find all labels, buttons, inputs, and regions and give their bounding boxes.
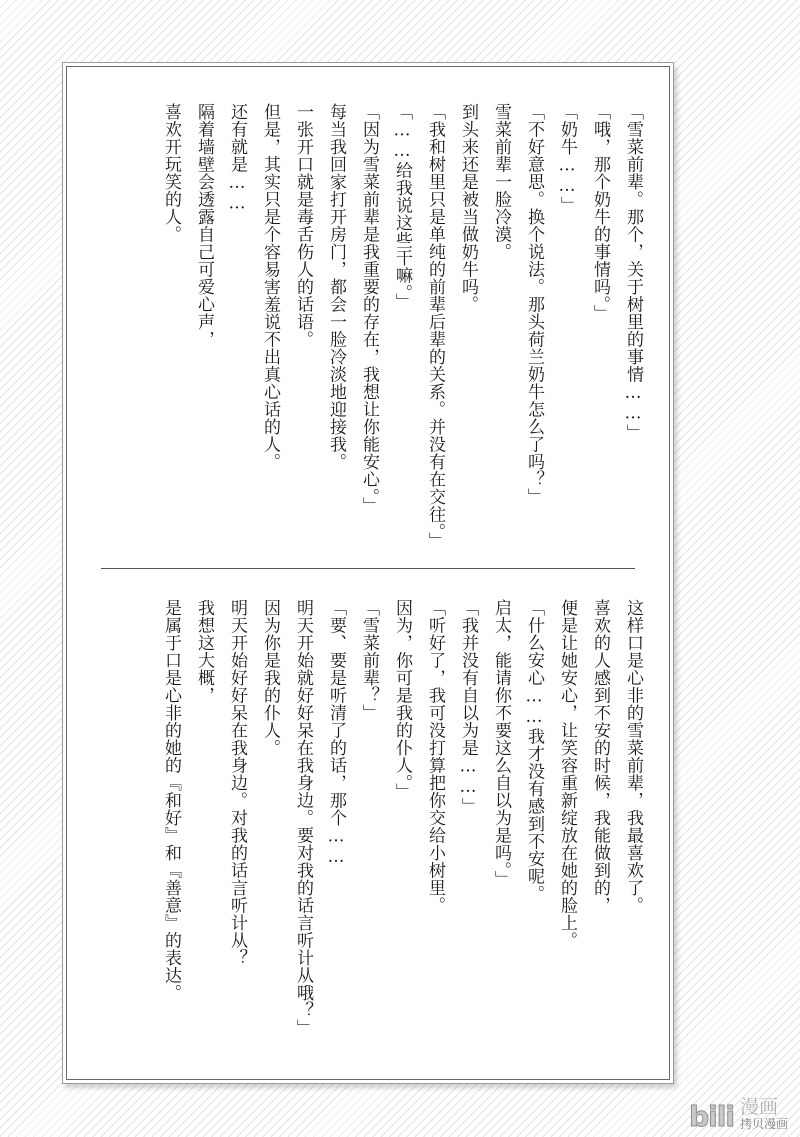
text-column: 「因为雪菜前辈是我重要的存在，我想让你能安心。」	[359, 103, 379, 515]
watermark-line2: 拷贝漫画	[739, 1117, 788, 1131]
text-column: 是属于口是心非的她的『和好』和『善意』的表达。	[161, 599, 181, 1002]
section-divider	[101, 568, 635, 569]
text-column: 「雪菜前辈？」	[359, 599, 379, 722]
text-column: 因为你是我的仆人。	[260, 599, 280, 757]
text-column: 但是，其实只是个容易害羞说不出真心话的人。	[260, 103, 280, 471]
text-column: 「要、要是听清了的话，那个……	[326, 599, 346, 868]
bottom-text-block	[97, 599, 645, 1039]
text-column: 雪菜前辈一脸冷漠。	[491, 103, 511, 261]
text-column: 我想这大概，	[194, 599, 214, 704]
text-column: 「不好意思。换个说法。那头荷兰奶牛怎么了吗？」	[524, 103, 544, 506]
text-column: 「什么安心……我才没有感到不安呢。	[524, 599, 544, 903]
text-column: 隔着墙壁会透露自己可爱心声，	[194, 103, 214, 348]
text-column: 明天开始好好呆在我身边。对我的话言听计从？	[227, 599, 247, 967]
novel-page	[66, 66, 670, 1080]
watermark-line1: 漫画	[739, 1096, 778, 1118]
text-column: 每当我回家打开房门，都会一脸冷淡地迎接我。	[326, 103, 346, 471]
text-column: 「……给我说这些干嘛。」	[392, 103, 412, 311]
text-column: 明天开始就好好呆在我身边。要对我的话言听计从哦？」	[293, 599, 313, 1037]
text-column: 喜欢的人感到不安的时候，我能做到的，	[590, 599, 610, 914]
text-column: 喜欢开玩笑的人。	[161, 103, 181, 243]
watermark	[689, 1097, 788, 1131]
text-column: 这样口是心非的雪菜前辈，我最喜欢了。	[623, 599, 643, 914]
text-column: 「雪菜前辈。那个，关于树里的事情……」	[623, 103, 643, 442]
text-column: 到头来还是被当做奶牛吗。	[458, 103, 478, 313]
text-column: 「听好了，我可没打算把你交给小树里。	[425, 599, 445, 914]
text-column: 便是让她安心，让笑容重新绽放在她的脸上。	[557, 599, 577, 949]
text-column: 「我并没有自以为是……」	[458, 599, 478, 815]
text-column: 「哦，那个奶牛的事情吗。」	[590, 103, 610, 322]
text-column: 还有就是……	[227, 103, 247, 214]
watermark-text	[740, 1097, 788, 1131]
text-column: 「奶牛……」	[557, 103, 577, 214]
text-column: 启太，能请你不要这么自以为是吗。」	[491, 599, 511, 888]
text-column: 因为，你可是我的仆人。」	[392, 599, 412, 801]
text-column: 一张开口就是毒舌伤人的话语。	[293, 103, 313, 348]
text-column: 「我和树里只是单纯的前辈后辈的关系。并没有在交往。」	[425, 103, 445, 550]
top-text-block	[97, 103, 645, 565]
watermark-logo: bili	[689, 1100, 734, 1133]
